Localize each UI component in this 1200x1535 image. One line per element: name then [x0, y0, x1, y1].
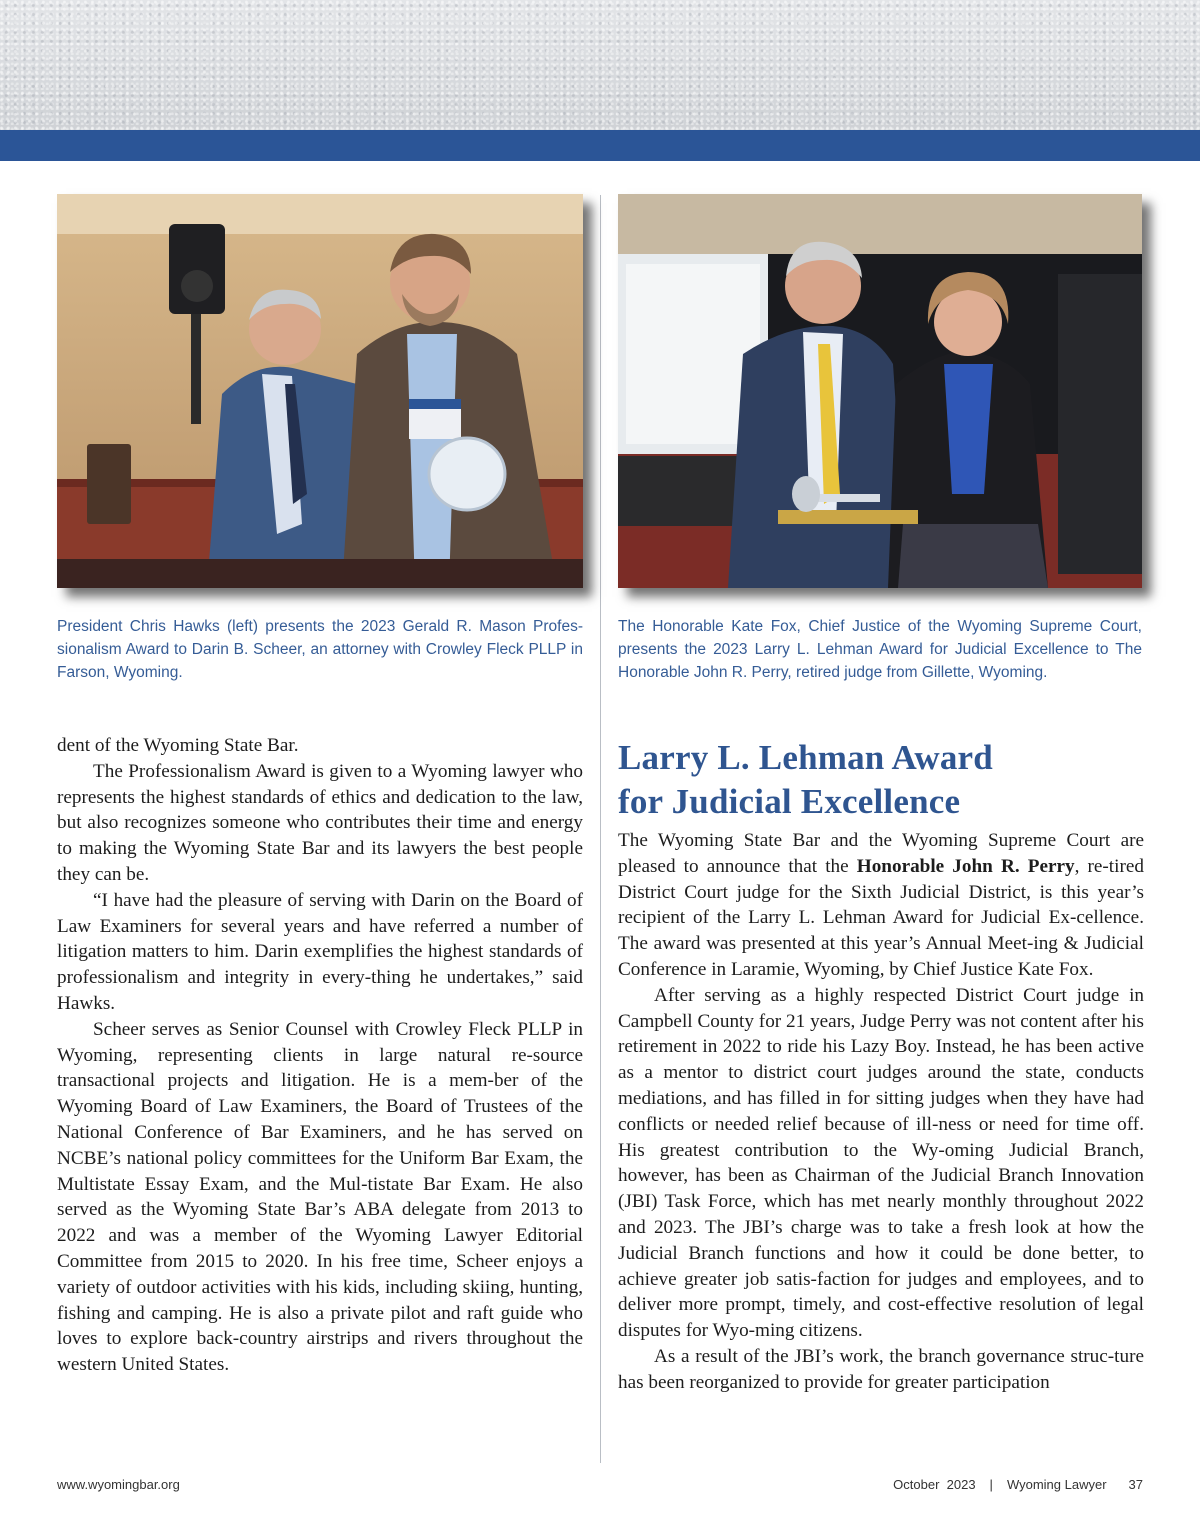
- heading-line-1: Larry L. Lehman Award: [618, 738, 993, 777]
- footer-issue-date: October 2023: [893, 1477, 976, 1492]
- photo-fox-perry: [618, 194, 1142, 588]
- right-paragraph-3: As a result of the JBI’s work, the branch governance struc-ture has been reorganized to provide for greater participation: [618, 1345, 1144, 1393]
- lehman-award-heading: [618, 736, 1158, 824]
- honoree-name: Honorable John R. Perry: [856, 855, 1075, 877]
- heading-line-2: for Judicial Excellence: [618, 782, 961, 821]
- right-paragraph-1: [618, 828, 1144, 983]
- right-paragraph-2: After serving as a highly respected District Court judge in Campbell County for 21 years, Judge Perry was not content after his retirement in 2022 to ride his Lazy Boy. Instead, he has been active as a mentor to district court judges around the state, conducts mediations, and has filled in for sitting judges when they have had conflicts or needed relief because of ill-ness or need for time off. His greatest contribution to the Wy-oming Judicial Branch, however, has been as Chairman of the Judicial Branch Innovation (JBI) Task Force, which has met nearly monthly throughout 2022 and 2023. The JBI’s charge was to take a fresh look at how the Judicial Branch functions and how it could be done better, to achieve greater job satis-faction for judges and employees, and to deliver more prompt, timely, and cost-effective resolution of legal disputes for Wyo-ming citizens.: [618, 984, 1144, 1342]
- photo-illustration-right: [618, 194, 1142, 588]
- left-paragraph-1: dent of the Wyoming State Bar.: [57, 735, 299, 756]
- footer-separator: |: [989, 1477, 993, 1492]
- photo-hawks-scheer: [57, 194, 583, 588]
- photo-illustration-left: [57, 194, 583, 588]
- footer-publication: Wyoming Lawyer: [1006, 1477, 1107, 1492]
- left-paragraph-3: “I have had the pleasure of serving with Darin on the Board of Law Examiners for several years and have referred a number of litigation matters to him. Darin exemplifies the highest standards of professionalism and integrity in every-thing he undertakes,” said Hawks.: [57, 889, 583, 1014]
- right-article-column: [618, 828, 1144, 1396]
- caption-left: President Chris Hawks (left) presents the 2023 Gerald R. Mason Profes-sionalism Award to Darin B. Scheer, an attorney with Crowley Fleck PLLP in Farson, Wyoming.: [57, 618, 583, 681]
- header-band: [0, 130, 1200, 161]
- right-paragraph-1-end: , re-tired District Court judge for the Sixth Judicial District, is this year’s recipient of the Larry L. Lehman Award for Judicial Ex-cellence. The award was presented at this year’s Annual Meet-ing & Judicial Conference in Laramie, Wyoming, by Chief Justice Kate Fox.: [618, 855, 1144, 980]
- header-texture: [0, 0, 1200, 130]
- left-paragraph-2: The Professionalism Award is given to a Wyoming lawyer who represents the highest standards of ethics and dedication to the law, but also recognizes someone who contributes their time and energy to making the Wyoming State Bar and its lawyers the best people they can be.: [57, 760, 583, 885]
- footer-website: www.wyomingbar.org: [57, 1477, 180, 1492]
- caption-right: The Honorable Kate Fox, Chief Justice of the Wyoming Supreme Court, presents the 2023 Larry L. Lehman Award for Judicial Excellence to The Honorable John R. Perry, retired judge from Gillette, Wyoming.: [618, 618, 1142, 681]
- right-paragraph-1-start: The Wyoming State Bar and the Wyoming Supreme Court are pleased to announce that the: [618, 830, 1144, 877]
- left-article-column: [57, 733, 583, 1378]
- page-number: 37: [1128, 1477, 1143, 1492]
- footer-issue-info: [893, 1477, 1143, 1492]
- left-paragraph-4: Scheer serves as Senior Counsel with Crowley Fleck PLLP in Wyoming, representing clients in large natural re-source transactional projects and litigation. He is a mem-ber of the Wyoming Board of Law Examiners, the Board of Trustees of the National Conference of Bar Examiners, and he has served on NCBE’s national policy committees for the Uniform Bar Exam, the Multistate Essay Exam, and the Mul-tistate Bar Exam. He also served as the Wyoming State Bar’s ABA delegate from 2013 to 2022 and was a member of the Wyoming Lawyer Editorial Committee from 2015 to 2020. In his free time, Scheer enjoys a variety of outdoor activities with his kids, including skiing, hunting, fishing and camping. He is also a private pilot and raft guide who loves to explore back-country airstrips and rivers throughout the western United States.: [57, 1018, 583, 1376]
- column-divider: [600, 195, 601, 1463]
